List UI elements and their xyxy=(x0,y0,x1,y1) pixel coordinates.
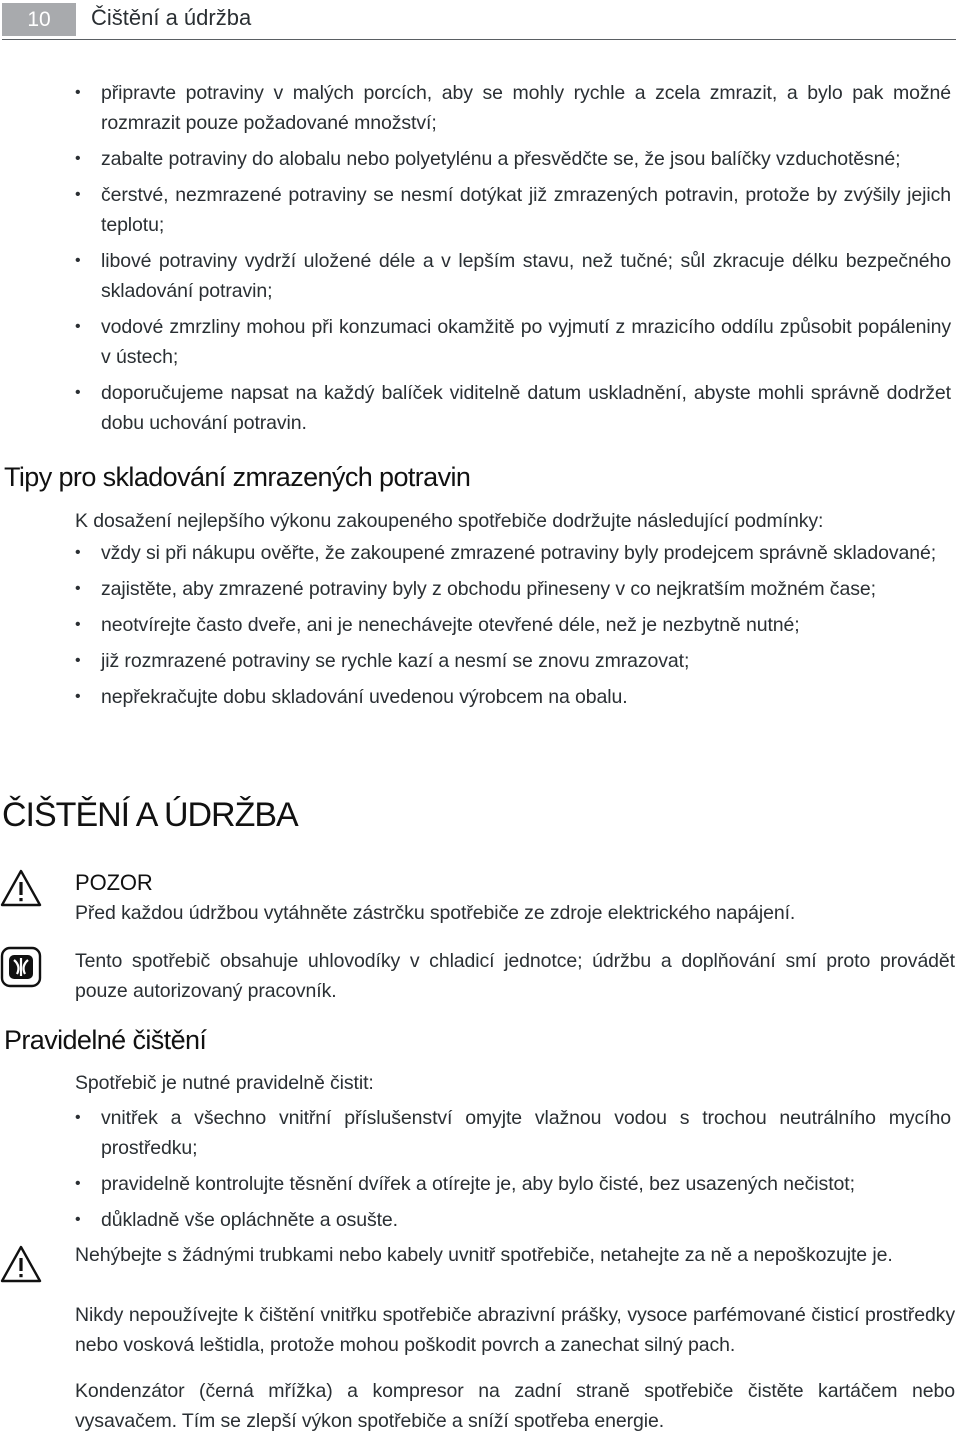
page-header xyxy=(0,0,960,42)
list-item: • vnitřek a všechno vnitřní příslušenství omyjte vlažnou vodou s trochou neutrálního mycího prostředku; xyxy=(75,1103,951,1163)
header-divider xyxy=(2,39,956,40)
list-item: • vždy si při nákupu ověřte, že zakoupené zmrazené potraviny byly prodejcem správně skladované; xyxy=(75,538,951,568)
list-item: • doporučujeme napsat na každý balíček viditelně datum uskladnění, abyste mohli správně dodržet dobu uchování potravin. xyxy=(75,378,951,438)
warning-label: POZOR xyxy=(75,870,153,895)
regular-cleaning-heading: Pravidelné čištění xyxy=(4,1025,207,1055)
warning-triangle-icon xyxy=(0,1244,42,1286)
running-section-title: Čištění a údržba xyxy=(91,5,252,30)
list-item: • neotvírejte často dveře, ani je nenechávejte otevřené déle, než je nezbytně nutné; xyxy=(75,610,951,640)
tips-heading: Tipy pro skladování zmrazených potravin xyxy=(4,462,471,492)
intro-bullet-list xyxy=(75,78,951,444)
condenser-text: Kondenzátor (černá mřížka) a kompresor na zadní straně spotřebiče čistěte kartáčem nebo vysavačem. Tím se zlepší výkon spotřebiče a sníží spotřeba energie. xyxy=(75,1380,955,1432)
environment-protection-icon xyxy=(0,946,42,988)
page-number: 10 xyxy=(2,3,76,36)
list-item: • nepřekračujte dobu skladování uvedenou výrobcem na obalu. xyxy=(75,682,951,712)
list-item: • připravte potraviny v malých porcích, aby se mohly rychle a zcela zmrazit, a bylo pak možné rozmrazit pouze požadované množství; xyxy=(75,78,951,138)
caution-abrasives-text: Nikdy nepoužívejte k čištění vnitřku spotřebiče abrazivní prášky, vysoce parfémované čisticí prostředky nebo vosková leštidla, protože mohou poškodit povrch a zanechat silný pach. xyxy=(75,1304,955,1356)
list-item: • libové potraviny vydrží uložené déle a v lepším stavu, než tučné; sůl zkracuje délku bezpečného skladování potravin; xyxy=(75,246,951,306)
regular-cleaning-bullet-list xyxy=(75,1103,951,1241)
cleaning-main-heading: ČIŠTĚNÍ A ÚDRŽBA xyxy=(2,796,298,834)
environment-text: Tento spotřebič obsahuje uhlovodíky v chladicí jednotce; údržbu a doplňování smí proto provádět pouze autorizovaný pracovník. xyxy=(75,950,955,1002)
warning-text: Před každou údržbou vytáhněte zástrčku spotřebiče ze zdroje elektrického napájení. xyxy=(75,902,796,924)
list-item: • čerstvé, nezmrazené potraviny se nesmí dotýkat již zmrazených potravin, protože by zvýšily jejich teplotu; xyxy=(75,180,951,240)
list-item: • vodové zmrzliny mohou při konzumaci okamžitě po vyjmutí z mrazicího oddílu způsobit popáleniny v ústech; xyxy=(75,312,951,372)
list-item: • důkladně vše opláchněte a osušte. xyxy=(75,1205,951,1235)
list-item: • zabalte potraviny do alobalu nebo polyetylénu a přesvědčte se, že jsou balíčky vzduchotěsné; xyxy=(75,144,951,174)
tips-intro: K dosažení nejlepšího výkonu zakoupeného spotřebiče dodržujte následující podmínky: xyxy=(75,510,824,532)
list-item: • pravidelně kontrolujte těsnění dvířek a otírejte je, aby bylo čisté, bez usazených nečistot; xyxy=(75,1169,951,1199)
regular-cleaning-intro: Spotřebič je nutné pravidelně čistit: xyxy=(75,1072,374,1094)
list-item: • již rozmrazené potraviny se rychle kazí a nesmí se znovu zmrazovat; xyxy=(75,646,951,676)
caution-tubes-text: Nehýbejte s žádnými trubkami nebo kabely uvnitř spotřebiče, netahejte za ně a nepoškozujte je. xyxy=(75,1244,893,1266)
warning-triangle-icon xyxy=(0,868,42,910)
tips-bullet-list xyxy=(75,538,951,718)
list-item: • zajistěte, aby zmrazené potraviny byly z obchodu přineseny v co nejkratším možném čase; xyxy=(75,574,951,604)
